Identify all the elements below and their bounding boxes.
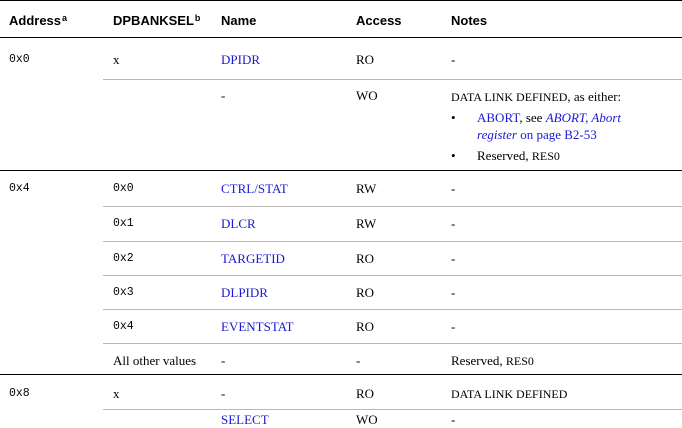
register-link-ctrl-stat[interactable]: CTRL/STAT [221, 181, 288, 196]
cell-access: RO [356, 285, 375, 300]
row-divider [103, 409, 682, 410]
row-divider [103, 241, 682, 242]
cell-address: 0x4 [9, 182, 30, 195]
cell-dpbanksel: 0x2 [113, 252, 134, 265]
cell-name: - [221, 386, 226, 401]
bullet-item-abort: ABORT, see ABORT, Abort [477, 110, 622, 125]
cell-access: RW [356, 216, 377, 231]
cell-name: - [221, 353, 226, 368]
cell-access: WO [356, 88, 378, 103]
register-link-dlpidr[interactable]: DLPIDR [221, 285, 268, 300]
cell-dpbanksel: 0x0 [113, 182, 134, 195]
row-divider [103, 309, 682, 310]
register-link-dpidr[interactable]: DPIDR [221, 52, 261, 67]
bullet-marker: • [451, 148, 456, 163]
xref-link-abort[interactable]: ABORT, Abort [545, 110, 622, 125]
row-divider [103, 206, 682, 207]
cell-access: WO [356, 412, 378, 427]
cell-dpbanksel: 0x1 [113, 217, 134, 230]
cell-address: 0x8 [9, 387, 30, 400]
cell-notes: - [451, 251, 456, 266]
cell-notes: DATA LINK DEFINED [451, 387, 568, 401]
register-link-select[interactable]: SELECT [221, 412, 269, 427]
cell-access: RW [356, 181, 377, 196]
cell-access: RO [356, 386, 375, 401]
cell-access: RO [356, 52, 375, 67]
cell-dpbanksel: 0x4 [113, 320, 134, 333]
register-link-abort[interactable]: ABORT [477, 110, 520, 125]
cell-notes: Reserved, RES0 [451, 353, 534, 368]
header-access: Access [356, 13, 402, 28]
cell-notes: - [451, 412, 456, 427]
register-link-dlcr[interactable]: DLCR [221, 216, 256, 231]
header-dpbanksel: DPBANKSEL$^b$ [113, 13, 201, 28]
cell-name: - [221, 88, 226, 103]
group-divider [0, 170, 682, 171]
group-divider [0, 374, 682, 375]
header-address: Address$^a$ [9, 13, 68, 28]
row-divider [103, 79, 682, 80]
cell-dpbanksel: 0x3 [113, 286, 134, 299]
xref-link-page[interactable]: on page B2-53 [516, 127, 597, 142]
xref-link-abort-register[interactable]: register [477, 127, 517, 142]
cell-notes: - [451, 216, 456, 231]
row-divider [103, 343, 682, 344]
header-notes: Notes [451, 13, 488, 28]
cell-notes: - [451, 181, 456, 196]
cell-notes: - [451, 52, 456, 67]
cell-dpbanksel: x [113, 52, 120, 67]
cell-access: - [356, 353, 361, 368]
table-header [0, 0, 682, 38]
cell-dpbanksel: All other values [113, 353, 197, 368]
bullet-item-reserved: Reserved, RES0 [477, 148, 560, 163]
row-divider [103, 275, 682, 276]
cell-address: 0x0 [9, 53, 30, 66]
header-name: Name [221, 13, 257, 28]
bullet-marker: • [451, 110, 456, 125]
cell-notes: - [451, 285, 456, 300]
cell-dpbanksel: x [113, 386, 120, 401]
register-link-eventstat[interactable]: EVENTSTAT [221, 319, 294, 334]
register-link-targetid[interactable]: TARGETID [221, 251, 285, 266]
cell-notes: - [451, 319, 456, 334]
cell-access: RO [356, 319, 375, 334]
cell-access: RO [356, 251, 375, 266]
bullet-item-abort-cont [477, 127, 597, 143]
cell-notes: DATA LINK DEFINED, as either: [451, 89, 622, 104]
